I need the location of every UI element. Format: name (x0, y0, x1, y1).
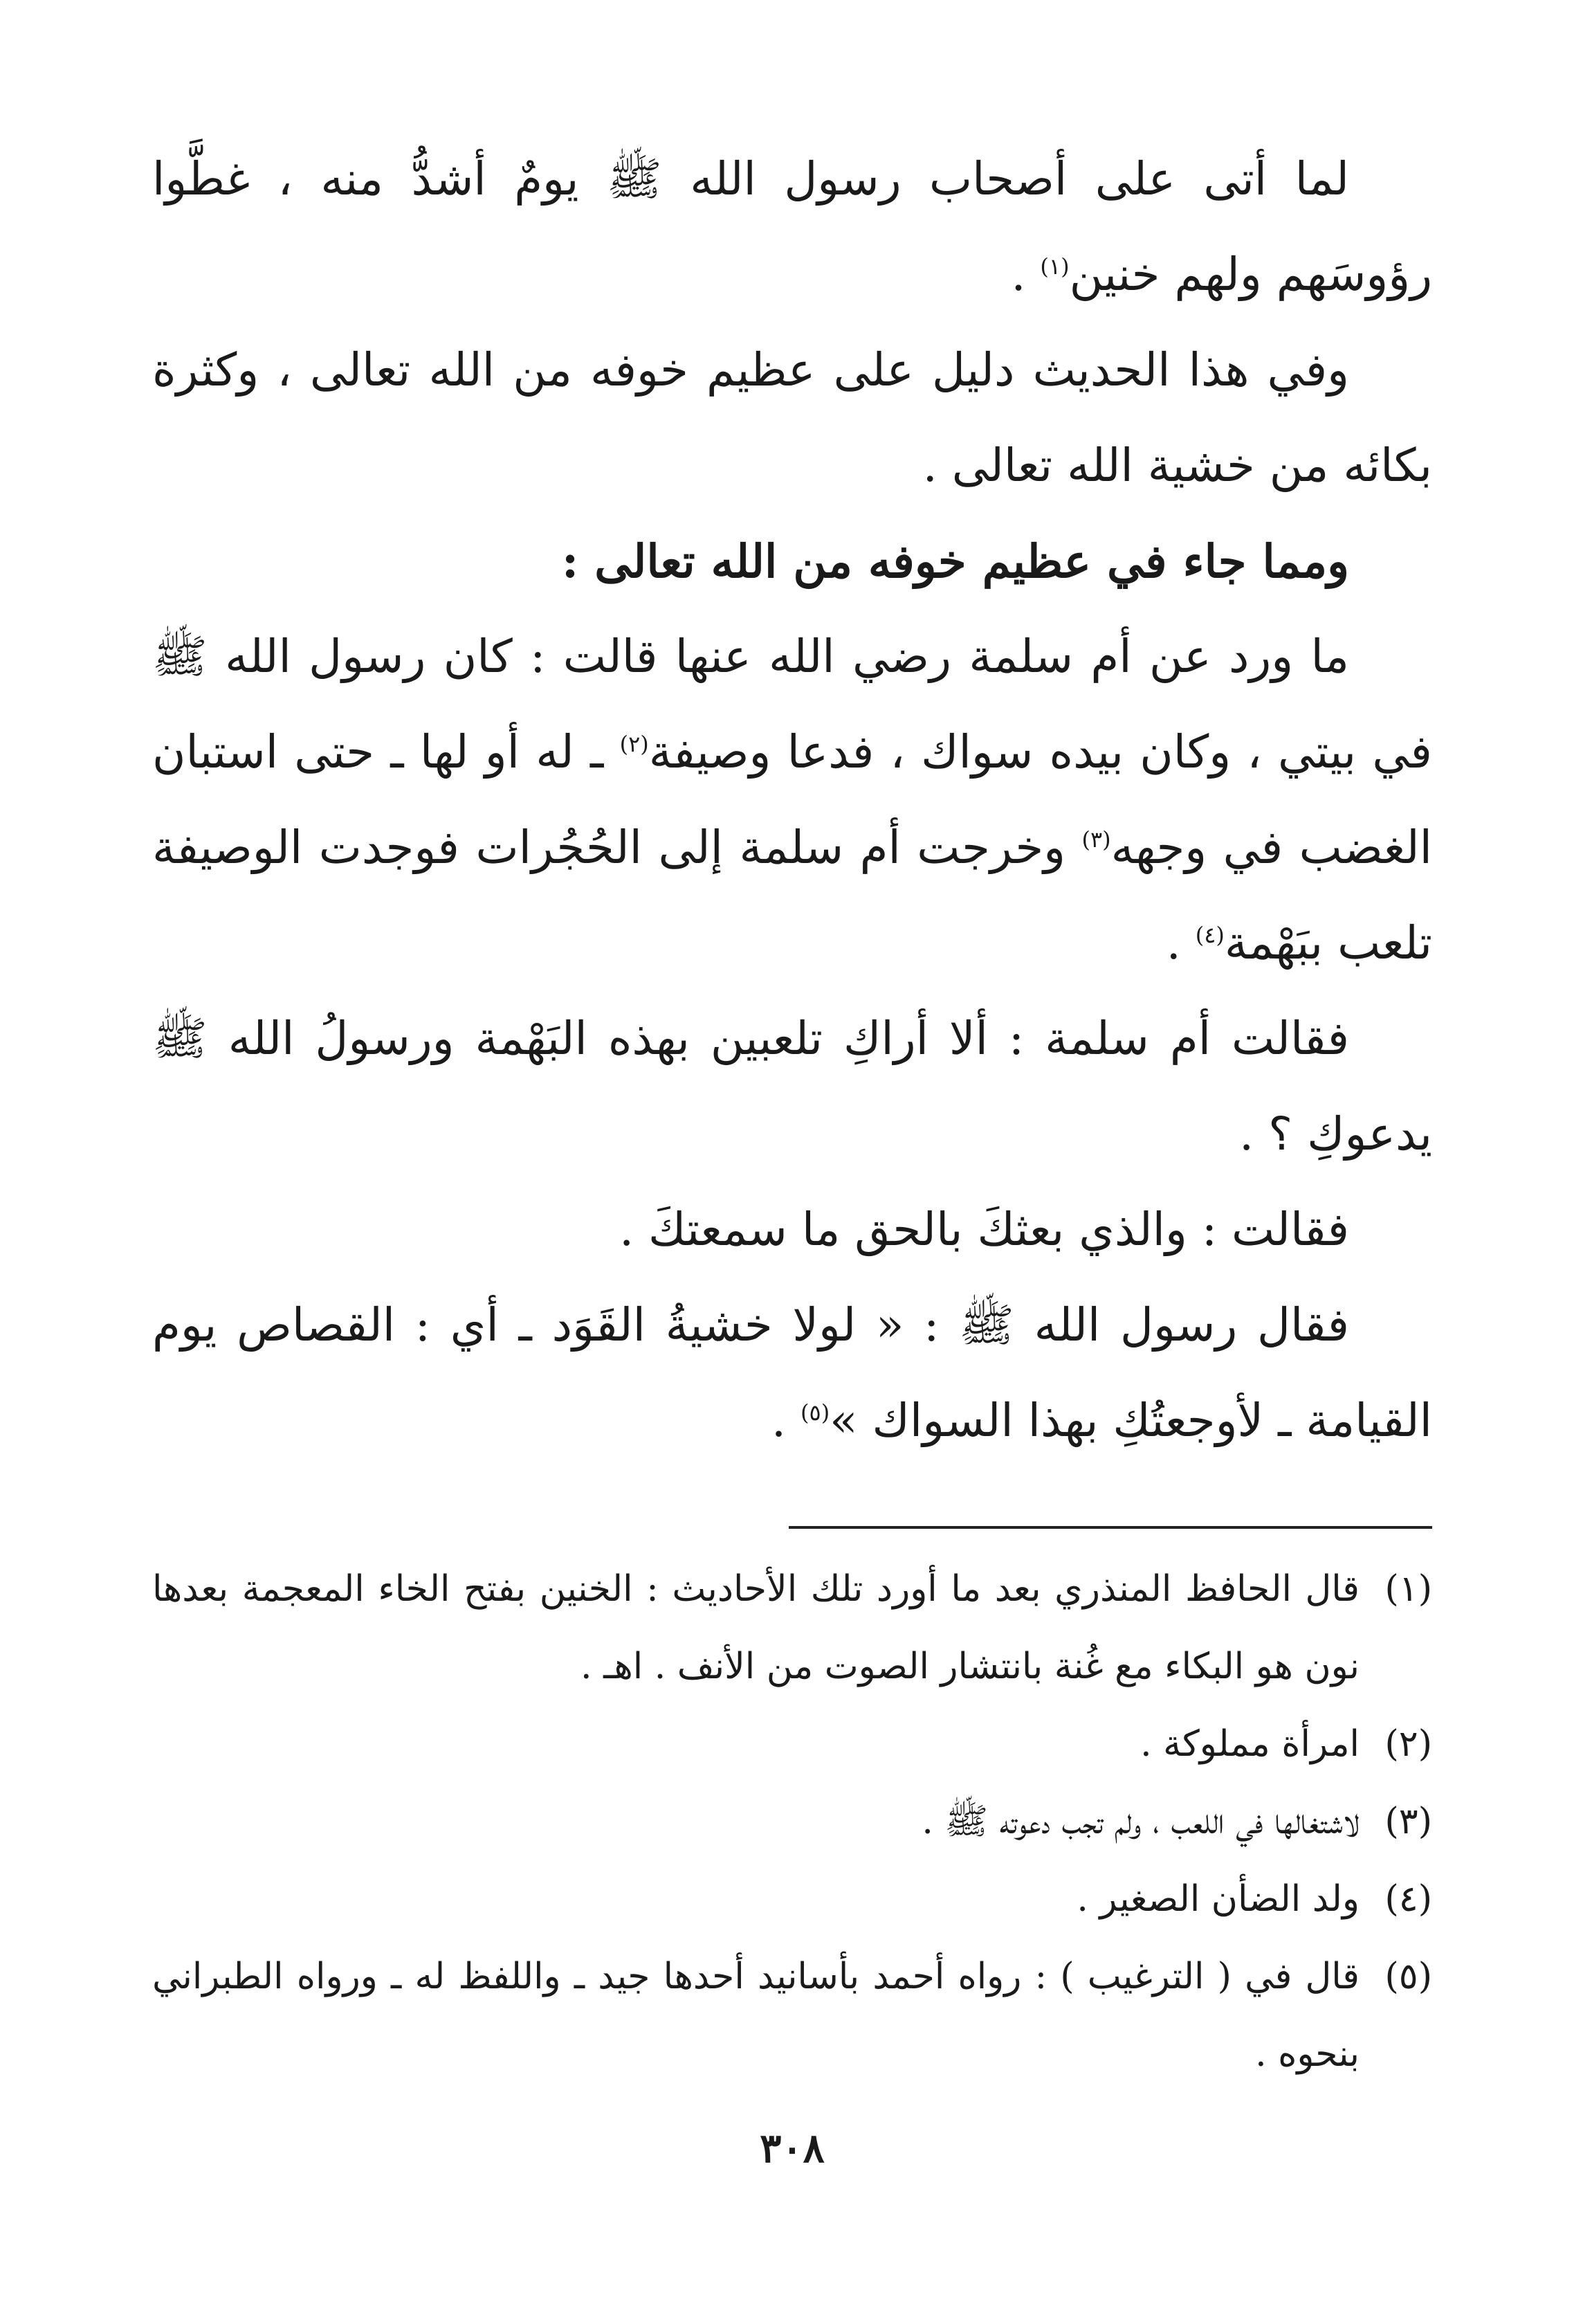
paragraph (152, 1278, 1432, 1469)
footnote-number: (٥) (1384, 1956, 1432, 1997)
footnotes (152, 1550, 1432, 2093)
paragraph (152, 991, 1432, 1182)
paragraph-text: وفي هذا الحديث دليل على عظيم خوفه من الله تعالى ، وكثرة بكائه من خشية الله تعالى . (152, 343, 1432, 492)
paragraph-text: . (1166, 916, 1196, 970)
paragraph-text: . (1011, 248, 1041, 301)
footnote-text: قال الحافظ المنذري بعد ما أورد تلك الأحاديث : الخنين بفتح الخاء المعجمة بعدها نون هو البكاء مع غُنة بانتشار الصوت من الأنف . اهـ . (152, 1568, 1360, 1687)
paragraph (152, 323, 1432, 514)
book-page (152, 131, 1432, 2242)
page-number: ٣٠٨ (760, 2125, 825, 2172)
footnote-number: (٣) (1384, 1801, 1432, 1842)
paragraph-text: . (771, 1394, 801, 1447)
footnote-text: امرأة مملوكة . (1140, 1723, 1360, 1765)
paragraph (152, 609, 1432, 991)
paragraph-text: وخرجت أم سلمة إلى الحُجُرات فوجدت الوصيفة تلعب ببَهْمة (152, 821, 1432, 970)
footnote (152, 1938, 1432, 2093)
footnote-marker: (٥) (800, 1399, 830, 1426)
footnote-marker: (٤) (1195, 922, 1225, 948)
footnote-text: قال في ( الترغيب ) : رواه أحمد بأسانيد أحدها جيد ـ واللفظ له ـ ورواه الطبراني بنحوه . (152, 1956, 1360, 2075)
footnote-text: ولد الضأن الصغير . (1077, 1878, 1360, 1920)
footnote-number: (٢) (1384, 1723, 1432, 1765)
footnote-number: (٤) (1384, 1878, 1432, 1920)
paragraph (152, 131, 1432, 323)
footnote-divider (789, 1526, 1432, 1529)
footnote-number: (١) (1384, 1568, 1432, 1610)
paragraph-text: لما أتى على أصحاب رسول الله ﷺ يومٌ أشدُّ منه ، غطَّوا رؤوسَهم ولهم خنين (152, 152, 1432, 301)
main-text (152, 131, 1432, 1469)
paragraph (152, 1182, 1432, 1278)
footnote (152, 1705, 1432, 1783)
footnote-marker: (٣) (1081, 826, 1111, 853)
heading-text: ومما جاء في عظيم خوفه من الله تعالى : (561, 534, 1349, 588)
paragraph-text: فقالت : والذي بعثكَ بالحق ما سمعتكَ . (619, 1203, 1349, 1256)
footnote-marker: (١) (1040, 253, 1070, 280)
footnote-text: لاشتغالها في اللعب ، ولم تجب دعوته ﷺ . (922, 1801, 1360, 1842)
section-heading (152, 514, 1432, 609)
paragraph-text: ما ورد عن أم سلمة رضي الله عنها قالت : كان رسول الله ﷺ في بيتي ، وكان بيده سواك ، فدعا وصيفة (152, 630, 1432, 779)
paragraph-text: فقال رسول الله ﷺ : « لولا خشيةُ القَوَد ـ أي : القصاص يوم القيامة ـ لأوجعتُكِ بهذا السواك » (152, 1298, 1432, 1447)
paragraph-text: فقالت أم سلمة : ألا أراكِ تلعبين بهذه البَهْمة ورسولُ الله ﷺ يدعوكِ ؟ . (152, 1012, 1432, 1161)
footnote (152, 1860, 1432, 1938)
footnote (152, 1550, 1432, 1705)
footnote-marker: (٢) (619, 731, 649, 757)
paragraph-text: ـ له أو لها ـ حتى استبان الغضب في وجهه (152, 725, 1432, 874)
footnote (152, 1783, 1432, 1860)
